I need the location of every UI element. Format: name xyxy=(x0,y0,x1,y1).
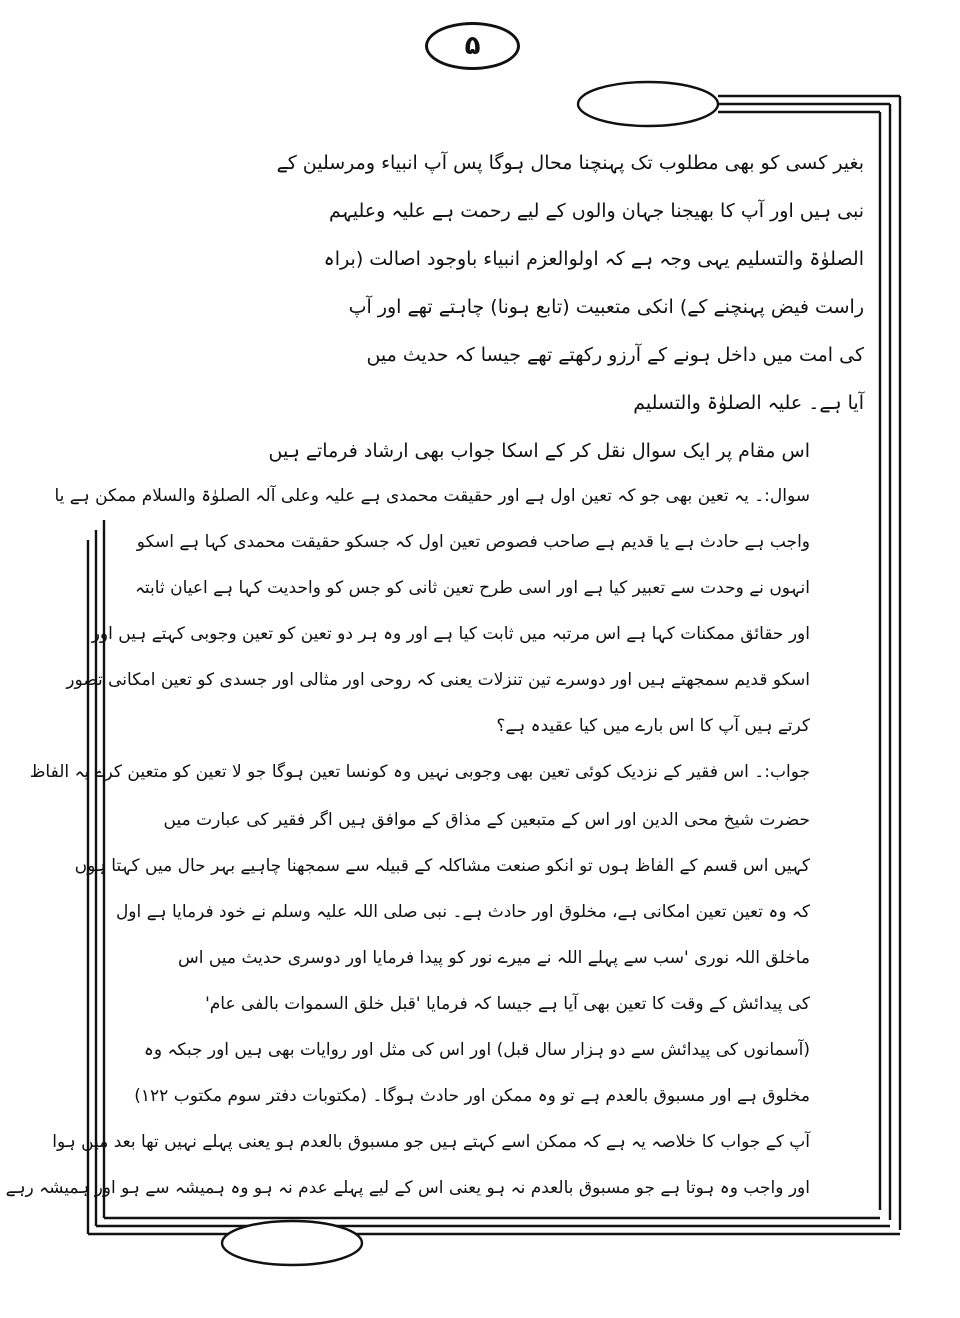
text-line: مخلوق ہے اور مسبوق بالعدم ہے تو وہ ممکن اور حادث ہوگا۔ (مکتوبات دفتر سوم مکتوب ۱۲۲) xyxy=(134,1086,810,1106)
text-line: کہ وہ تعین تعین امکانی ہے، مخلوق اور حادث ہے۔ نبی صلی اللہ علیہ وسلم نے خود فرمایا ہے اول xyxy=(115,902,810,922)
bottom-left-ornament-oval xyxy=(222,1221,362,1265)
top-right-ornament-oval xyxy=(578,82,718,126)
text-line: (آسمانوں کی پیدائش سے دو ہزار سال قبل) اور اس کی مثل اور روایات بھی ہیں اور جبکہ وہ xyxy=(143,1040,810,1060)
text-line: جواب:۔ اس فقیر کے نزدیک کوئی تعین بھی وجوبی نہیں وہ کونسا تعین ہوگا جو لا تعین کو متعین کرے یہ الفاظ xyxy=(29,762,810,782)
text-line: کی پیدائش کے وقت کا تعین بھی آیا ہے جیسا کہ فرمایا 'قبل خلق السموات بالفی عام' xyxy=(205,994,810,1014)
text-line: کرتے ہیں آپ کا اس بارے میں کیا عقیدہ ہے؟ xyxy=(496,716,810,736)
text-line: بغیر کسی کو بھی مطلوب تک پہنچنا محال ہوگا پس آپ انبیاء ومرسلین کے xyxy=(276,152,864,174)
text-line: اور واجب وہ ہوتا ہے جو مسبوق بالعدم نہ ہو یعنی اس کے لیے پہلے عدم نہ ہو وہ ہمیشہ سے ہو اور ہمیشہ رہے xyxy=(5,1178,810,1198)
page-number: ۵ xyxy=(425,22,520,70)
text-line: انہوں نے وحدت سے تعبیر کیا ہے اور اسی طرح تعین ثانی کو جس کو واحدیت کہا ہے اعیان ثابتہ xyxy=(134,578,810,598)
text-line: کی امت میں داخل ہونے کے آرزو رکھتے تھے جیسا کہ حدیث میں xyxy=(366,344,864,366)
text-line: آپ کے جواب کا خلاصہ یہ ہے کہ ممکن اسے کہتے ہیں جو مسبوق بالعدم ہو یعنی پہلے نہیں تھا بعد میں ہوا xyxy=(52,1132,810,1152)
text-line: آیا ہے۔ علیہ الصلوٰۃ والتسلیم xyxy=(633,392,864,414)
text-line: اور حقائق ممکنات کہا ہے اس مرتبہ میں ثابت کیا ہے اور وہ ہر دو تعین کو تعین وجوبی کہتے ہیں اور xyxy=(91,624,810,644)
text-line: سوال:۔ یہ تعین بھی جو کہ تعین اول ہے اور حقیقت محمدی ہے علیہ وعلی آلہ الصلوٰۃ والسلام ممکن ہے یا xyxy=(54,486,810,506)
text-line: حضرت شیخ محی الدین اور اس کے متبعین کے مذاق کے موافق ہیں اگر فقیر کی عبارت میں xyxy=(163,810,810,830)
text-line: الصلوٰۃ والتسلیم یہی وجہ ہے کہ اولوالعزم انبیاء باوجود اصالت (براہ xyxy=(323,248,864,270)
text-line: کہیں اس قسم کے الفاظ ہوں تو انکو صنعت مشاکلہ کے قبیلہ سے سمجھنا چاہیے بہر حال میں کہتا ہوں xyxy=(74,856,810,876)
text-line: واجب ہے حادث ہے یا قدیم ہے صاحب فصوص تعین اول کہ جسکو حقیقت محمدی کہا ہے اسکو xyxy=(136,532,810,552)
text-line: اسکو قدیم سمجھتے ہیں اور دوسرے تین تنزلات یعنی کہ روحی اور مثالی اور جسدی کو تعین امکانی تصور xyxy=(66,670,810,690)
text-line: اس مقام پر ایک سوال نقل کر کے اسکا جواب بھی ارشاد فرماتے ہیں xyxy=(268,440,810,462)
text-line: ماخلق اللہ نوری 'سب سے پہلے اللہ نے میرے نور کو پیدا فرمایا اور دوسری حدیث میں اس xyxy=(177,948,810,968)
text-line: نبی ہیں اور آپ کا بھیجنا جہان والوں کے لیے رحمت ہے علیہ وعلیہم xyxy=(329,200,864,222)
text-line: راست فیض پہنچنے کے) انکی متعبیت (تابع ہونا) چاہتے تھے اور آپ xyxy=(348,296,864,318)
